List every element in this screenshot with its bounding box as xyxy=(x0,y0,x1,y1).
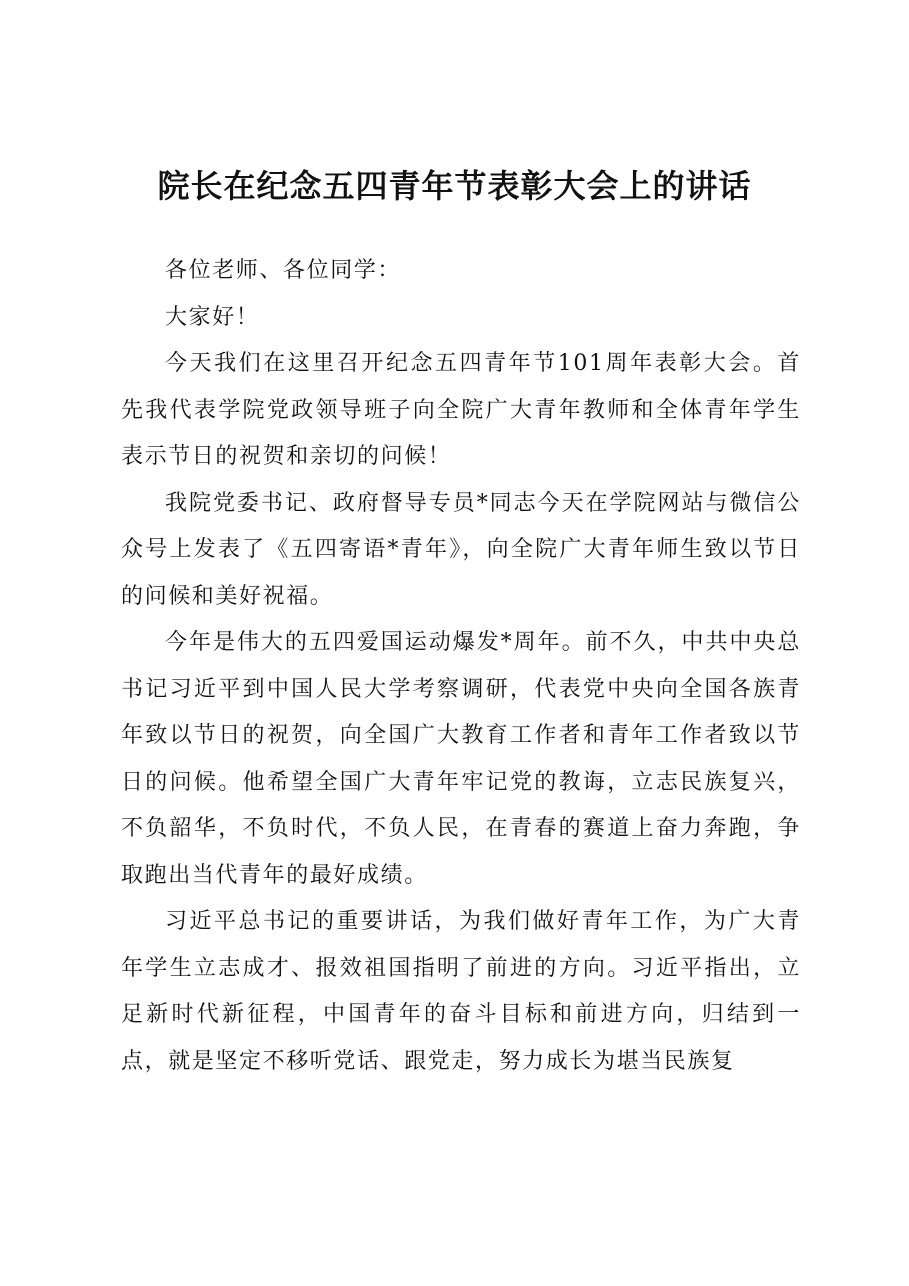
document-body xyxy=(121,248,801,1085)
salutation: 各位老师、各位同学： xyxy=(165,258,402,283)
greeting: 大家好！ xyxy=(165,304,260,330)
paragraph-message: 我院党委书记、政府督导专员*同志今天在学院网站与微信公众号上发表了《五四寄语*青年》，向全院广大青年师生致以节日的问候和美好祝福。 xyxy=(121,490,801,609)
document-title: 院长在纪念五四青年节表彰大会上的讲话 xyxy=(157,167,752,205)
paragraph-speech: 习近平总书记的重要讲话，为我们做好青年工作，为广大青年学生立志成才、报效祖国指明了前进的方向。习近平指出，立足新时代新征程，中国青年的奋斗目标和前进方向，归结到一点，就是坚定不移听党话、跟党走，努力成长为堪当民族复 xyxy=(121,909,801,1074)
paragraph-anniversary: 今年是伟大的五四爱国运动爆发*周年。前不久，中共中央总书记习近平到中国人民大学考察调研，代表党中央向全国各族青年致以节日的祝贺，向全国广大教育工作者和青年工作者致以节日的问候。他希望全国广大青年牢记党的教诲，立志民族复兴，不负韶华，不负时代，不负人民，在青春的赛道上奋力奔跑，争取跑出当代青年的最好成绩。 xyxy=(121,630,801,888)
paragraph-opening: 今天我们在这里召开纪念五四青年节101周年表彰大会。首先我代表学院党政领导班子向全院广大青年教师和全体青年学生表示节日的祝贺和亲切的问候！ xyxy=(121,351,801,469)
